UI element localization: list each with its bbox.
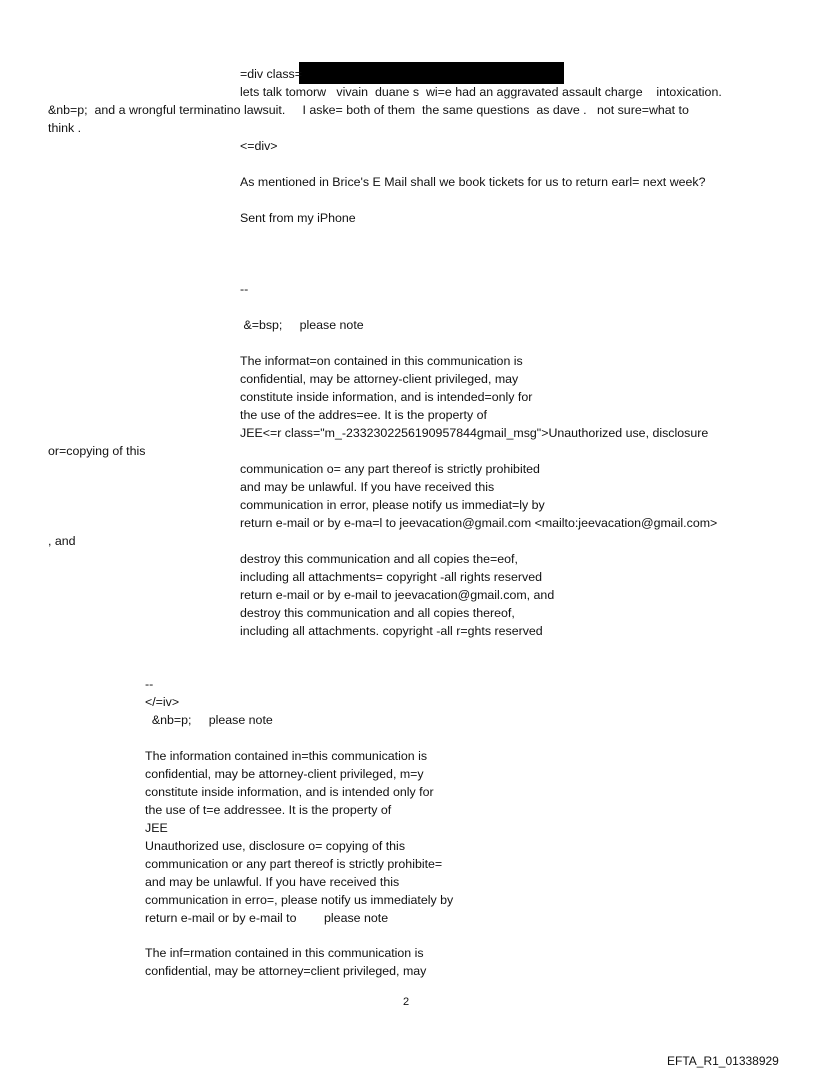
signature-separator: --	[145, 677, 154, 691]
email-text-line: Sent from my iPhone	[240, 211, 356, 225]
disclaimer-line: constitute inside information, and is intended=only for	[240, 390, 533, 404]
email-text-line: lets talk tomorw vivain duane s wi=e had an aggravated assault charge intoxication.	[240, 85, 722, 99]
email-text-line: <=div>	[240, 139, 278, 153]
disclaimer-line: the use of the addres=ee. It is the property of	[240, 408, 487, 422]
disclaimer-line: return e-mail or by e-mail to please note	[145, 911, 389, 925]
signature-separator: --	[240, 282, 249, 296]
document-id-footer: EFTA_R1_01338929	[667, 1054, 779, 1068]
disclaimer-line: or=copying of this	[48, 444, 146, 458]
disclaimer-line: and may be unlawful. If you have received this	[145, 875, 400, 889]
disclaimer-line: including all attachments= copyright -all rights reserved	[240, 570, 542, 584]
disclaimer-line: communication o= any part thereof is strictly prohibited	[240, 462, 540, 476]
redaction-box	[299, 62, 564, 84]
disclaimer-line: The information contained in=this communication is	[145, 749, 428, 763]
disclaimer-line: JEE<=r class="m_-2332302256190957844gmail_msg">Unauthorized use, disclosure	[240, 426, 709, 440]
disclaimer-line: destroy this communication and all copies the=eof,	[240, 552, 518, 566]
disclaimer-line: return e-mail or by e-mail to jeevacation@gmail.com, and	[240, 588, 555, 602]
disclaimer-line: the use of t=e addressee. It is the property of	[145, 803, 392, 817]
disclaimer-line: JEE	[145, 821, 168, 835]
email-text-line: &nb=p; and a wrongful terminatino lawsuit. I aske= both of them the same questions as dave . not sure=what to	[48, 103, 689, 117]
disclaimer-line: constitute inside information, and is intended only for	[145, 785, 434, 799]
email-text-line: &=bsp; please note	[240, 318, 364, 332]
disclaimer-line: return e-mail or by e-ma=l to jeevacation@gmail.com <mailto:jeevacation@gmail.com>	[240, 516, 718, 530]
disclaimer-line: communication or any part thereof is strictly prohibite=	[145, 857, 443, 871]
disclaimer-line: confidential, may be attorney-client privileged, may	[240, 372, 519, 386]
email-text-line: think .	[48, 121, 82, 135]
disclaimer-line: , and	[48, 534, 76, 548]
disclaimer-line: communication in error, please notify us immediat=ly by	[240, 498, 545, 512]
disclaimer-line: including all attachments. copyright -all r=ghts reserved	[240, 624, 543, 638]
page-number: 2	[403, 996, 410, 1008]
email-text-line: </=iv>	[145, 695, 180, 709]
disclaimer-line: Unauthorized use, disclosure o= copying of this	[145, 839, 406, 853]
email-text-line: =div class=	[240, 67, 302, 81]
disclaimer-line: communication in erro=, please notify us immediately by	[145, 893, 454, 907]
disclaimer-line: and may be unlawful. If you have received this	[240, 480, 495, 494]
disclaimer-line: The inf=rmation contained in this communication is	[145, 946, 424, 960]
disclaimer-line: The informat=on contained in this communication is	[240, 354, 523, 368]
email-text-line: &nb=p; please note	[145, 713, 273, 727]
disclaimer-line: destroy this communication and all copies thereof,	[240, 606, 515, 620]
disclaimer-line: confidential, may be attorney=client privileged, may	[145, 964, 427, 978]
disclaimer-line: confidential, may be attorney-client privileged, m=y	[145, 767, 424, 781]
email-text-line: As mentioned in Brice's E Mail shall we book tickets for us to return earl= next week?	[240, 175, 706, 189]
